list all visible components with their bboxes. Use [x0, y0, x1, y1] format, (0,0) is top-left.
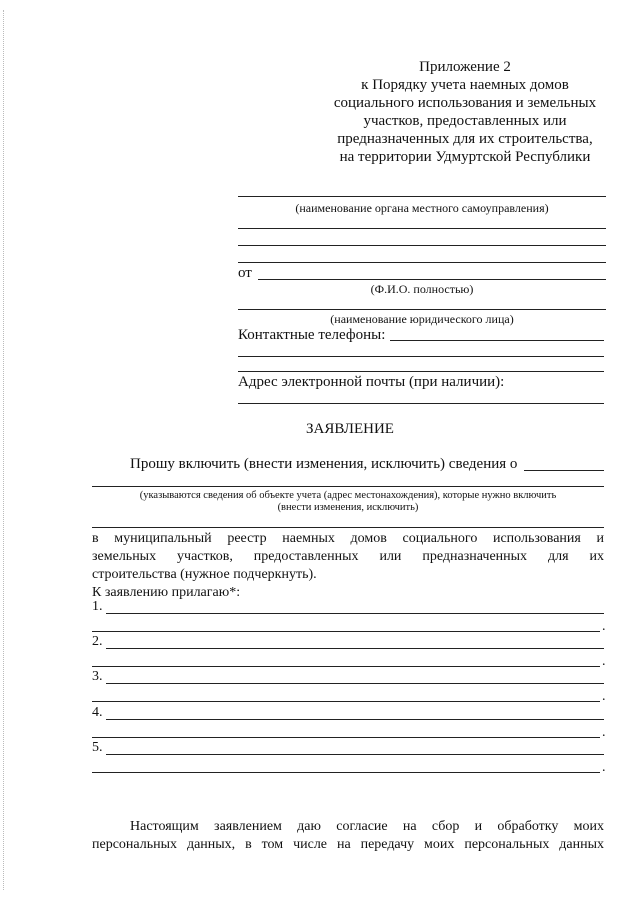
attachment-field-cont[interactable]	[92, 631, 600, 632]
period-mark: .	[602, 619, 606, 634]
object-info-field-2[interactable]	[92, 527, 604, 528]
fio-caption: (Ф.И.О. полностью)	[370, 282, 474, 296]
attachment-field[interactable]	[106, 754, 604, 755]
attachments-label: К заявлению прилагаю*:	[92, 585, 241, 600]
attachment-number: 3.	[92, 669, 103, 684]
appendix-line: к Порядку учета наемных домов	[361, 77, 569, 93]
org-field-line[interactable]	[238, 262, 606, 263]
phones-field[interactable]	[390, 340, 604, 341]
registry-text-line: строительства (нужное подчеркнуть).	[92, 567, 317, 582]
attachment-field[interactable]	[106, 719, 604, 720]
attachment-number: 1.	[92, 599, 103, 614]
from-label: от	[238, 265, 252, 281]
attachment-field-cont[interactable]	[92, 772, 600, 773]
registry-text-line: в муниципальный реестр наемных домов социального использования и	[92, 531, 604, 546]
appendix-line: предназначенных для их строительства,	[337, 131, 593, 147]
attachment-field-cont[interactable]	[92, 666, 600, 667]
attachment-number: 4.	[92, 705, 103, 720]
appendix-line: социального использования и земельных	[333, 95, 597, 111]
consent-text-line: персональных данных, в том числе на передачу моих персональных данных	[92, 837, 604, 852]
phones-field-2[interactable]	[238, 356, 604, 357]
period-mark: .	[602, 654, 606, 669]
attachment-field[interactable]	[106, 648, 604, 649]
object-info-caption-2: (внести изменения, исключить)	[277, 502, 419, 513]
org-field-line[interactable]	[238, 245, 606, 246]
fio-field[interactable]	[258, 279, 606, 280]
request-field[interactable]	[524, 470, 604, 471]
org-name-caption: (наименование органа местного самоуправления)	[295, 201, 549, 215]
page-edge	[3, 10, 4, 890]
attachment-field-cont[interactable]	[92, 701, 600, 702]
period-mark: .	[602, 725, 606, 740]
object-info-field[interactable]	[92, 486, 604, 487]
org-name-field[interactable]	[238, 196, 606, 197]
request-text: Прошу включить (внести изменения, исключить) сведения о	[130, 456, 518, 472]
email-label: Адрес электронной почты (при наличии):	[238, 374, 505, 390]
legal-entity-caption: (наименование юридического лица)	[330, 312, 514, 326]
attachment-number: 2.	[92, 634, 103, 649]
statement-title: ЗАЯВЛЕНИЕ	[306, 421, 394, 437]
attachment-field[interactable]	[106, 683, 604, 684]
appendix-line: участков, предоставленных или	[363, 113, 567, 129]
consent-text-line: Настоящим заявлением даю согласие на сбор и обработку моих	[130, 819, 604, 834]
phones-label: Контактные телефоны:	[238, 327, 386, 343]
legal-entity-field[interactable]	[238, 309, 606, 310]
object-info-caption-1: (указываются сведения об объекте учета (адрес местонахождения), которые нужно включить	[139, 490, 557, 501]
attachment-field-cont[interactable]	[92, 737, 600, 738]
appendix-line: на территории Удмуртской Республики	[339, 149, 591, 165]
registry-text-line: земельных участков, предоставленных или предназначенных для их	[92, 549, 604, 564]
attachment-number: 5.	[92, 740, 103, 755]
period-mark: .	[602, 689, 606, 704]
appendix-block	[320, 58, 610, 166]
email-field[interactable]	[238, 403, 604, 404]
org-field-line[interactable]	[238, 228, 606, 229]
attachment-field[interactable]	[106, 613, 604, 614]
appendix-line: Приложение 2	[419, 59, 511, 75]
phones-field-3[interactable]	[238, 371, 604, 372]
period-mark: .	[602, 760, 606, 775]
